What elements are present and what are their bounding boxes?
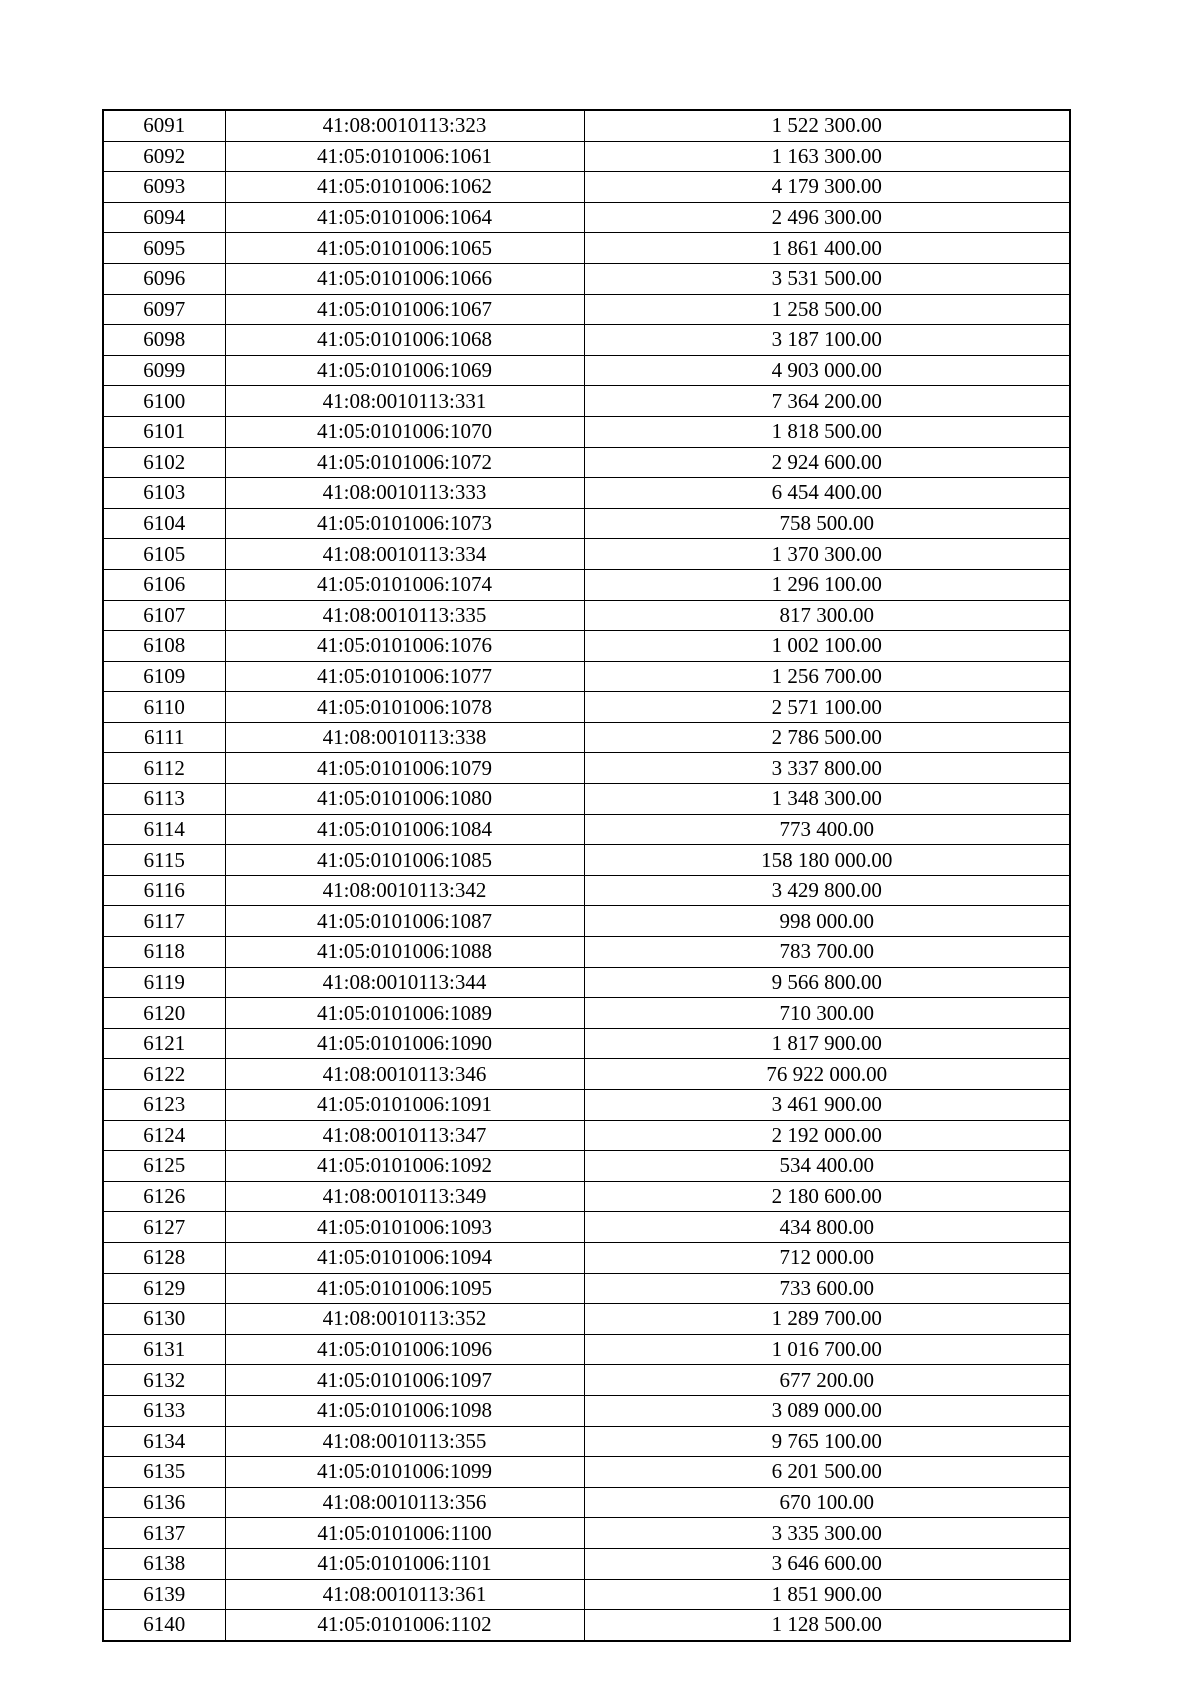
- table-row: [103, 631, 1070, 662]
- table-row: [103, 661, 1070, 692]
- cadastral-value-cell: 733 600.00: [584, 1273, 1070, 1304]
- cadastral-value-cell: 3 089 000.00: [584, 1395, 1070, 1426]
- cadastral-value-cell: 2 571 100.00: [584, 692, 1070, 723]
- table-row: [103, 478, 1070, 509]
- cadastral-number-cell: 41:05:0101006:1092: [225, 1151, 584, 1182]
- row-number-cell: 6118: [103, 937, 225, 968]
- row-number-cell: 6134: [103, 1426, 225, 1457]
- cadastral-value-cell: 76 922 000.00: [584, 1059, 1070, 1090]
- table-row: [103, 508, 1070, 539]
- cadastral-number-cell: 41:05:0101006:1090: [225, 1028, 584, 1059]
- cadastral-number-cell: 41:08:0010113:361: [225, 1579, 584, 1610]
- cadastral-value-cell: 2 924 600.00: [584, 447, 1070, 478]
- table-row: [103, 1610, 1070, 1641]
- row-number-cell: 6098: [103, 325, 225, 356]
- cadastral-value-cell: 1 851 900.00: [584, 1579, 1070, 1610]
- cadastral-number-cell: 41:05:0101006:1085: [225, 845, 584, 876]
- table-row: [103, 569, 1070, 600]
- row-number-cell: 6091: [103, 110, 225, 141]
- row-number-cell: 6093: [103, 172, 225, 203]
- row-number-cell: 6095: [103, 233, 225, 264]
- cadastral-number-cell: 41:08:0010113:346: [225, 1059, 584, 1090]
- row-number-cell: 6124: [103, 1120, 225, 1151]
- table-row: [103, 722, 1070, 753]
- cadastral-value-cell: 3 335 300.00: [584, 1518, 1070, 1549]
- cadastral-value-cell: 3 461 900.00: [584, 1090, 1070, 1121]
- table-row: [103, 386, 1070, 417]
- cadastral-number-cell: 41:05:0101006:1070: [225, 416, 584, 447]
- cadastral-number-cell: 41:05:0101006:1079: [225, 753, 584, 784]
- table-row: [103, 1212, 1070, 1243]
- cadastral-number-cell: 41:05:0101006:1072: [225, 447, 584, 478]
- table-row: [103, 1518, 1070, 1549]
- cadastral-number-cell: 41:05:0101006:1074: [225, 569, 584, 600]
- cadastral-value-cell: 773 400.00: [584, 814, 1070, 845]
- cadastral-number-cell: 41:05:0101006:1076: [225, 631, 584, 662]
- cadastral-value-cell: 3 646 600.00: [584, 1548, 1070, 1579]
- table-row: [103, 1426, 1070, 1457]
- cadastral-number-cell: 41:05:0101006:1068: [225, 325, 584, 356]
- cadastral-value-cell: 7 364 200.00: [584, 386, 1070, 417]
- table-row: [103, 1334, 1070, 1365]
- table-row: [103, 784, 1070, 815]
- table-row: [103, 1028, 1070, 1059]
- cadastral-value-cell: 158 180 000.00: [584, 845, 1070, 876]
- row-number-cell: 6100: [103, 386, 225, 417]
- cadastral-number-cell: 41:05:0101006:1084: [225, 814, 584, 845]
- table-row: [103, 141, 1070, 172]
- row-number-cell: 6108: [103, 631, 225, 662]
- cadastral-number-cell: 41:08:0010113:331: [225, 386, 584, 417]
- cadastral-value-cell: 1 817 900.00: [584, 1028, 1070, 1059]
- table-row: [103, 233, 1070, 264]
- cadastral-value-cell: 677 200.00: [584, 1365, 1070, 1396]
- table-body: [103, 110, 1070, 1641]
- table-row: [103, 1242, 1070, 1273]
- table-row: [103, 355, 1070, 386]
- cadastral-value-cell: 1 258 500.00: [584, 294, 1070, 325]
- cadastral-value-cell: 2 192 000.00: [584, 1120, 1070, 1151]
- table-row: [103, 1457, 1070, 1488]
- cadastral-number-cell: 41:08:0010113:338: [225, 722, 584, 753]
- row-number-cell: 6099: [103, 355, 225, 386]
- cadastral-value-cell: 1 289 700.00: [584, 1304, 1070, 1335]
- cadastral-value-cell: 1 163 300.00: [584, 141, 1070, 172]
- row-number-cell: 6119: [103, 967, 225, 998]
- table-row: [103, 1090, 1070, 1121]
- table-row: [103, 294, 1070, 325]
- row-number-cell: 6104: [103, 508, 225, 539]
- table-row: [103, 845, 1070, 876]
- cadastral-value-cell: 2 786 500.00: [584, 722, 1070, 753]
- row-number-cell: 6110: [103, 692, 225, 723]
- cadastral-number-cell: 41:08:0010113:347: [225, 1120, 584, 1151]
- row-number-cell: 6096: [103, 263, 225, 294]
- cadastral-number-cell: 41:05:0101006:1101: [225, 1548, 584, 1579]
- cadastral-number-cell: 41:08:0010113:344: [225, 967, 584, 998]
- row-number-cell: 6117: [103, 906, 225, 937]
- cadastral-value-table: [102, 109, 1071, 1642]
- row-number-cell: 6109: [103, 661, 225, 692]
- cadastral-number-cell: 41:05:0101006:1094: [225, 1242, 584, 1273]
- cadastral-number-cell: 41:05:0101006:1069: [225, 355, 584, 386]
- cadastral-value-cell: 1 002 100.00: [584, 631, 1070, 662]
- row-number-cell: 6120: [103, 998, 225, 1029]
- cadastral-number-cell: 41:05:0101006:1065: [225, 233, 584, 264]
- cadastral-number-cell: 41:08:0010113:335: [225, 600, 584, 631]
- cadastral-number-cell: 41:08:0010113:349: [225, 1181, 584, 1212]
- row-number-cell: 6107: [103, 600, 225, 631]
- cadastral-value-cell: 4 179 300.00: [584, 172, 1070, 203]
- table-row: [103, 937, 1070, 968]
- table-row: [103, 753, 1070, 784]
- table-row: [103, 1273, 1070, 1304]
- row-number-cell: 6126: [103, 1181, 225, 1212]
- cadastral-value-cell: 1 016 700.00: [584, 1334, 1070, 1365]
- cadastral-number-cell: 41:05:0101006:1062: [225, 172, 584, 203]
- table-row: [103, 1548, 1070, 1579]
- row-number-cell: 6102: [103, 447, 225, 478]
- cadastral-value-cell: 1 818 500.00: [584, 416, 1070, 447]
- cadastral-value-cell: 1 296 100.00: [584, 569, 1070, 600]
- cadastral-value-cell: 3 531 500.00: [584, 263, 1070, 294]
- row-number-cell: 6137: [103, 1518, 225, 1549]
- row-number-cell: 6114: [103, 814, 225, 845]
- cadastral-value-cell: 6 454 400.00: [584, 478, 1070, 509]
- table-row: [103, 600, 1070, 631]
- cadastral-number-cell: 41:05:0101006:1091: [225, 1090, 584, 1121]
- table-row: [103, 1181, 1070, 1212]
- table-row: [103, 110, 1070, 141]
- table-row: [103, 1365, 1070, 1396]
- table-row: [103, 416, 1070, 447]
- table-row: [103, 447, 1070, 478]
- cadastral-value-cell: 4 903 000.00: [584, 355, 1070, 386]
- row-number-cell: 6123: [103, 1090, 225, 1121]
- cadastral-number-cell: 41:05:0101006:1099: [225, 1457, 584, 1488]
- cadastral-value-cell: 670 100.00: [584, 1487, 1070, 1518]
- table-row: [103, 875, 1070, 906]
- cadastral-value-cell: 3 337 800.00: [584, 753, 1070, 784]
- table-row: [103, 998, 1070, 1029]
- cadastral-value-cell: 998 000.00: [584, 906, 1070, 937]
- cadastral-number-cell: 41:05:0101006:1097: [225, 1365, 584, 1396]
- table-row: [103, 263, 1070, 294]
- cadastral-number-cell: 41:05:0101006:1066: [225, 263, 584, 294]
- cadastral-value-cell: 1 861 400.00: [584, 233, 1070, 264]
- cadastral-number-cell: 41:05:0101006:1073: [225, 508, 584, 539]
- row-number-cell: 6128: [103, 1242, 225, 1273]
- cadastral-value-cell: 3 187 100.00: [584, 325, 1070, 356]
- row-number-cell: 6112: [103, 753, 225, 784]
- cadastral-value-cell: 1 128 500.00: [584, 1610, 1070, 1641]
- row-number-cell: 6122: [103, 1059, 225, 1090]
- cadastral-number-cell: 41:05:0101006:1098: [225, 1395, 584, 1426]
- table-row: [103, 814, 1070, 845]
- table-row: [103, 1579, 1070, 1610]
- cadastral-number-cell: 41:05:0101006:1089: [225, 998, 584, 1029]
- table-row: [103, 202, 1070, 233]
- cadastral-value-cell: 783 700.00: [584, 937, 1070, 968]
- cadastral-value-cell: 710 300.00: [584, 998, 1070, 1029]
- cadastral-value-cell: 2 180 600.00: [584, 1181, 1070, 1212]
- cadastral-value-cell: 434 800.00: [584, 1212, 1070, 1243]
- row-number-cell: 6138: [103, 1548, 225, 1579]
- table-row: [103, 1395, 1070, 1426]
- cadastral-value-cell: 1 522 300.00: [584, 110, 1070, 141]
- row-number-cell: 6103: [103, 478, 225, 509]
- cadastral-value-cell: 817 300.00: [584, 600, 1070, 631]
- cadastral-number-cell: 41:05:0101006:1088: [225, 937, 584, 968]
- cadastral-value-cell: 1 348 300.00: [584, 784, 1070, 815]
- cadastral-number-cell: 41:05:0101006:1061: [225, 141, 584, 172]
- row-number-cell: 6136: [103, 1487, 225, 1518]
- row-number-cell: 6132: [103, 1365, 225, 1396]
- cadastral-number-cell: 41:05:0101006:1100: [225, 1518, 584, 1549]
- row-number-cell: 6094: [103, 202, 225, 233]
- row-number-cell: 6135: [103, 1457, 225, 1488]
- cadastral-value-cell: 1 256 700.00: [584, 661, 1070, 692]
- table-row: [103, 172, 1070, 203]
- cadastral-value-cell: 1 370 300.00: [584, 539, 1070, 570]
- row-number-cell: 6105: [103, 539, 225, 570]
- row-number-cell: 6131: [103, 1334, 225, 1365]
- table-row: [103, 692, 1070, 723]
- cadastral-number-cell: 41:08:0010113:355: [225, 1426, 584, 1457]
- table-row: [103, 1120, 1070, 1151]
- cadastral-number-cell: 41:08:0010113:323: [225, 110, 584, 141]
- cadastral-number-cell: 41:05:0101006:1087: [225, 906, 584, 937]
- cadastral-value-cell: 9 765 100.00: [584, 1426, 1070, 1457]
- row-number-cell: 6130: [103, 1304, 225, 1335]
- table-row: [103, 1151, 1070, 1182]
- row-number-cell: 6092: [103, 141, 225, 172]
- cadastral-number-cell: 41:05:0101006:1102: [225, 1610, 584, 1641]
- table-row: [103, 325, 1070, 356]
- row-number-cell: 6140: [103, 1610, 225, 1641]
- row-number-cell: 6106: [103, 569, 225, 600]
- row-number-cell: 6125: [103, 1151, 225, 1182]
- row-number-cell: 6115: [103, 845, 225, 876]
- cadastral-number-cell: 41:05:0101006:1096: [225, 1334, 584, 1365]
- cadastral-number-cell: 41:05:0101006:1080: [225, 784, 584, 815]
- row-number-cell: 6097: [103, 294, 225, 325]
- row-number-cell: 6127: [103, 1212, 225, 1243]
- cadastral-number-cell: 41:05:0101006:1078: [225, 692, 584, 723]
- cadastral-value-cell: 758 500.00: [584, 508, 1070, 539]
- cadastral-number-cell: 41:05:0101006:1077: [225, 661, 584, 692]
- cadastral-value-cell: 2 496 300.00: [584, 202, 1070, 233]
- cadastral-value-cell: 534 400.00: [584, 1151, 1070, 1182]
- table-row: [103, 539, 1070, 570]
- table-row: [103, 906, 1070, 937]
- cadastral-value-cell: 3 429 800.00: [584, 875, 1070, 906]
- table-row: [103, 1059, 1070, 1090]
- table-row: [103, 967, 1070, 998]
- row-number-cell: 6121: [103, 1028, 225, 1059]
- row-number-cell: 6113: [103, 784, 225, 815]
- row-number-cell: 6139: [103, 1579, 225, 1610]
- row-number-cell: 6116: [103, 875, 225, 906]
- row-number-cell: 6129: [103, 1273, 225, 1304]
- table-row: [103, 1304, 1070, 1335]
- cadastral-number-cell: 41:05:0101006:1067: [225, 294, 584, 325]
- cadastral-value-cell: 9 566 800.00: [584, 967, 1070, 998]
- cadastral-value-cell: 712 000.00: [584, 1242, 1070, 1273]
- cadastral-number-cell: 41:05:0101006:1064: [225, 202, 584, 233]
- cadastral-number-cell: 41:08:0010113:333: [225, 478, 584, 509]
- cadastral-number-cell: 41:08:0010113:356: [225, 1487, 584, 1518]
- cadastral-number-cell: 41:08:0010113:334: [225, 539, 584, 570]
- cadastral-number-cell: 41:08:0010113:342: [225, 875, 584, 906]
- row-number-cell: 6111: [103, 722, 225, 753]
- cadastral-number-cell: 41:08:0010113:352: [225, 1304, 584, 1335]
- row-number-cell: 6101: [103, 416, 225, 447]
- cadastral-value-cell: 6 201 500.00: [584, 1457, 1070, 1488]
- cadastral-number-cell: 41:05:0101006:1095: [225, 1273, 584, 1304]
- table-row: [103, 1487, 1070, 1518]
- row-number-cell: 6133: [103, 1395, 225, 1426]
- cadastral-number-cell: 41:05:0101006:1093: [225, 1212, 584, 1243]
